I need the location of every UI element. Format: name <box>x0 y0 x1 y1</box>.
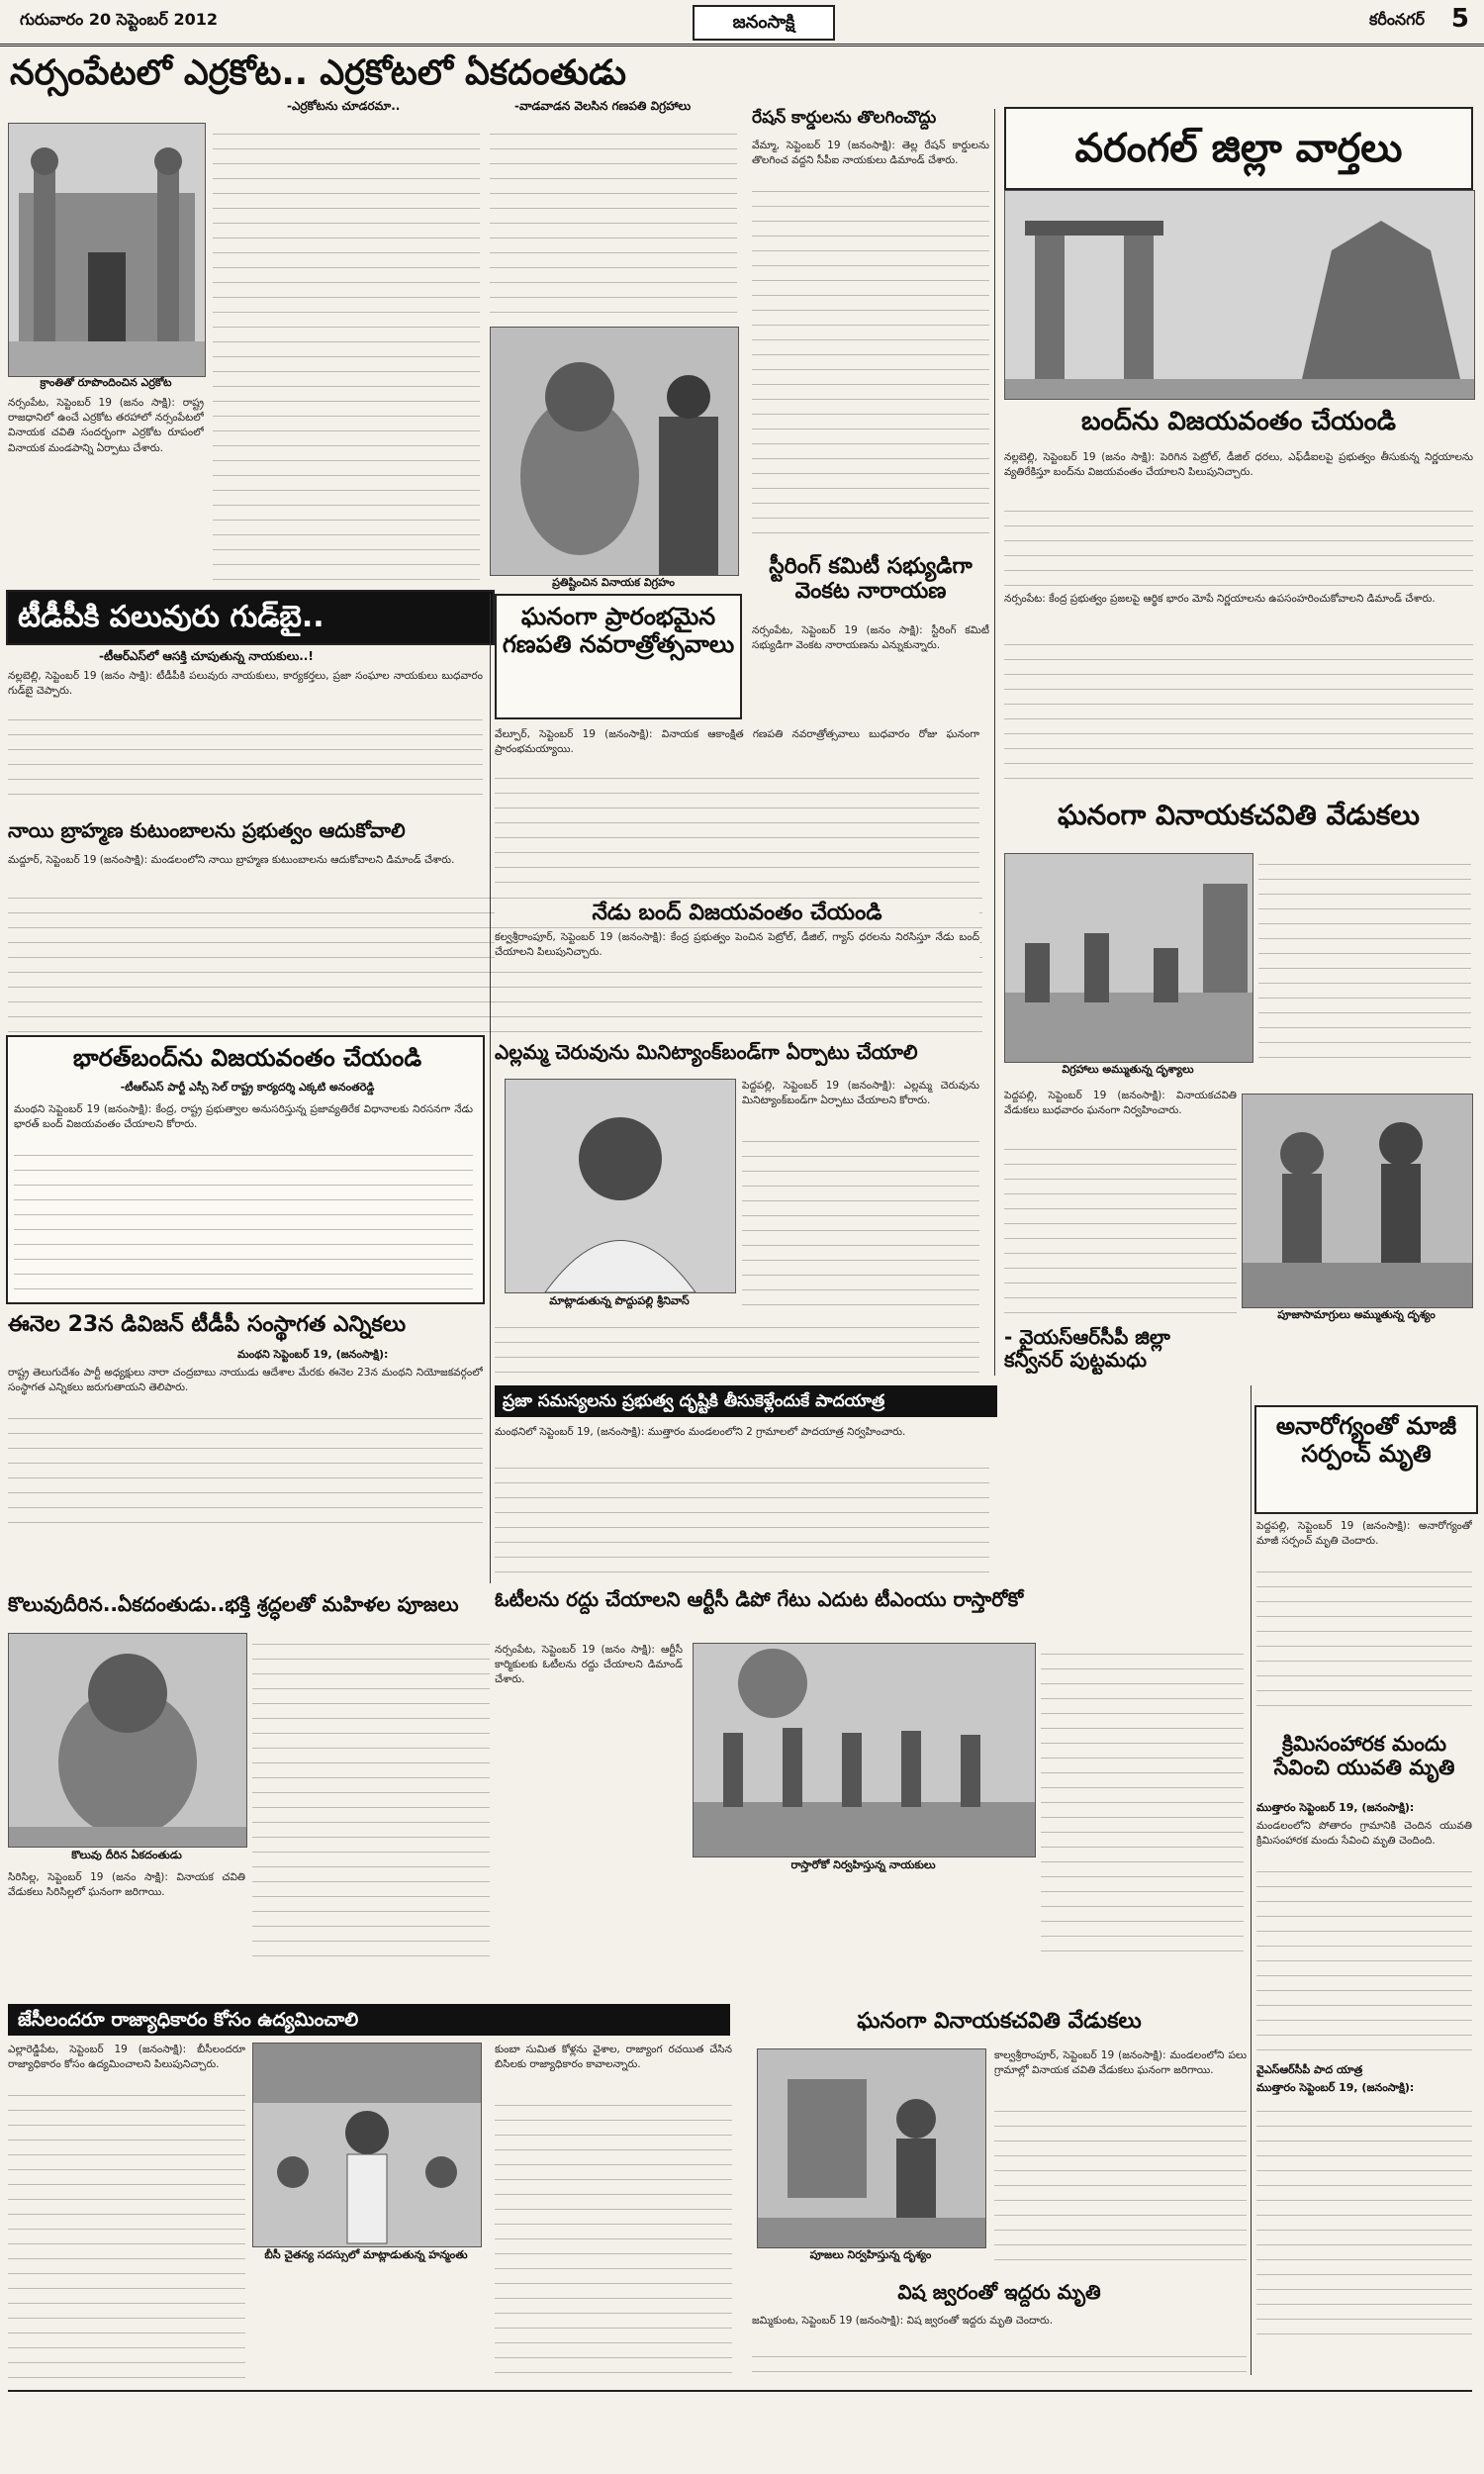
text-vinayaka-1-body2 <box>1004 1138 1237 1326</box>
text-narsampet-lead: నర్సంపేట, సెప్టెంబర్ 19 (జనం సాక్షి): రాష్ట్ర రాజధానిలో ఉంచే ఎర్రకోట తరహాలో నర్సంపేటలో వినాయక చవితి సందర్భంగా ఎర్రకోట రూపంలో వినాయక మండపాన్ని ఏర్పాటు చేశారు. <box>8 397 204 454</box>
issue-date: గురువారం 20 సెప్టెంబర్ 2012 <box>20 10 218 29</box>
column-rule <box>1251 1385 1252 2375</box>
column-rule <box>994 109 995 1376</box>
headline-jac: జేసీలందరూ రాజ్యాధికారం కోసం ఉద్యమించాలి <box>8 2004 730 2036</box>
text-ration-body <box>752 180 989 546</box>
photo-vinayaka-idol <box>490 327 739 576</box>
headline-praja: ప్రజా సమస్యలను ప్రభుత్వ దృష్టికి తీసుకెళ్లేందుకే పాదయాత్ర <box>495 1385 997 1417</box>
text-otelu-body <box>1041 1643 1244 1959</box>
subhead-krimi-3: ముత్తారం సెప్టెంబర్ 19, (జనంసాక్షి): <box>1256 2081 1415 2094</box>
page-number: 5 <box>1450 4 1469 34</box>
text-vinayaka-1-lead: పెద్దపల్లి, సెప్టెంబర్ 19 (జనంసాక్షి): వినాయకచవితి వేడుకలు బుధవారం ఘనంగా నిర్వహించారు. <box>1004 1090 1237 1117</box>
photo-idol-sellers <box>1004 853 1253 1063</box>
photo-srinivas <box>505 1079 736 1293</box>
text-visha-lead: జమ్మికుంట, సెప్టెంబర్ 19 (జనంసాక్షి): విష జ్వరంతో ఇద్దరు మృతి చెందారు. <box>752 2315 1054 2327</box>
text-bandh-1-lead2: నర్సంపేట: కేంద్ర ప్రభుత్వం ప్రజలపై ఆర్థిక భారం మోపే నిర్ణయాలను ఉపసంహరించుకోవాలని డిమాండ్ చేశారు. <box>1004 593 1436 605</box>
text-anarogyam-lead: పెద్దపల్లి, సెప్టెంబర్ 19 (జనంసాక్షి): అనారోగ్యంతో మాజీ సర్పంచ్ మృతి చెందారు. <box>1256 1520 1472 1548</box>
headline-bandh-1: బంద్‌ను విజయవంతం చేయండి <box>1080 407 1396 436</box>
text-jac-lead: ఎల్లారెడ్డిపేట, సెప్టెంబర్ 19 (జనంసాక్షి): బీసీలందరూ రాజ్యాధికారం కోసం ఉద్యమించాలని పిలుపునిచ్చారు. <box>8 2044 245 2071</box>
text-vinayaka-2-body <box>994 2100 1247 2268</box>
column-rule <box>490 594 491 1583</box>
caption-puja-scene: పూజలు నిర్వహిస్తున్న దృశ్యం <box>809 2248 932 2261</box>
caption-vinayaka-idol: ప్రతిష్టించిన వినాయక విగ్రహం <box>552 576 675 589</box>
text-bharat-body <box>14 1144 473 1292</box>
subhead-narsampet-right: -వాడవాడన వెలసిన గణపతి విగ్రహాలు <box>514 99 692 113</box>
headline-krimi: క్రిమిసంహారక మందు సేవించి యువతి మృతి <box>1273 1732 1455 1780</box>
caption-rasta-roko: రాస్తారోకో నిర్వహిస్తున్న నాయకులు <box>790 1858 936 1871</box>
text-krimi-body <box>1256 1860 1472 2058</box>
text-vinayaka-2-lead: కాల్వశ్రీరాంపూర్, సెప్టెంబర్ 19 (జనంసాక్షి): మండలంలోని పలు గ్రామాల్లో వినాయక చవితి వేడుకలు ఘనంగా జరిగాయి. <box>994 2049 1247 2077</box>
text-praja-lead: మంథనిలో సెప్టెంబర్ 19, (జనంసాక్షి): ముత్తారం మండలంలోని 2 గ్రామాలలో పాదయాత్ర నిర్వహించారు. <box>495 1426 906 1438</box>
text-pathu-body <box>495 2094 732 2381</box>
photo-warangal-fort <box>1004 190 1475 400</box>
headline-ration: రేషన్ కార్డులను తొలగించొద్దు <box>752 108 937 128</box>
text-tdp-body <box>8 709 483 808</box>
photo-bc-sadassu <box>252 2043 482 2247</box>
photo-puja-items <box>1242 1094 1473 1308</box>
text-bandh-1-body2 <box>1004 633 1473 782</box>
photo-puja-scene <box>757 2048 986 2248</box>
headline-vinayaka-2: ఘనంగా వినాయకచవితి వేడుకలు <box>857 2009 1142 2034</box>
text-jac-body <box>8 2084 245 2381</box>
subhead-tdp: -టీఆర్ఎస్‌లో ఆసక్తి చూపుతున్న నాయకులు..! <box>99 649 314 663</box>
headline-narsampet: నర్సంపేటలో ఎర్రకోట.. ఎర్రకోటలో ఏకదంతుడు <box>10 53 626 93</box>
headline-bandh-2: నేడు బంద్ విజయవంతం చేయండి <box>495 901 979 925</box>
text-ganapathi-body <box>495 767 979 886</box>
text-visha-body <box>752 2345 1247 2381</box>
photo-red-fort <box>8 123 206 377</box>
text-steering-lead: నర్సంపేట, సెప్టెంబర్ 19 (జనం సాక్షి): స్టీరింగ్ కమిటీ సభ్యుడిగా వెంకట నారాయణను ఎన్నుకున్నారు. <box>752 624 989 652</box>
caption-bc-sadassu: బీసీ చైతన్య సదస్సులో మాట్లాడుతున్న హన్మంతు <box>264 2248 468 2261</box>
headline-division: ఈనెల 23న డివిజన్ టీడీపీ సంస్థాగత ఎన్నికలు <box>8 1312 407 1337</box>
subhead-narsampet-left: -ఎర్రకోటను చూడరమా.. <box>287 99 401 113</box>
headline-tdp: టీడీపీకి పలువురు గుడ్‌బై.. <box>6 590 495 645</box>
text-kolu-lead: సిరిసిల్ల, సెప్టెంబర్ 19 (జనం సాక్షి): వినాయక చవితి వేడుకలు సిరిసిల్లలో ఘనంగా జరిగాయి. <box>8 1871 245 1899</box>
text-otelu-lead: నర్సంపేట, సెప్టెంబర్ 19 (జనం సాక్షి): ఆర్టీసీ కార్మికులకు ఓటీలను రద్దు చేయాలని డిమాండ్ చేశారు. <box>495 1644 683 1686</box>
text-krimi-lead: మండలంలోని పోతారం గ్రామానికి చెందిన యువతి క్రిమిసంహారక మందు సేవించి మృతి చెందింది. <box>1256 1820 1472 1848</box>
text-bandh-1-body <box>1004 500 1473 589</box>
text-krimi-body2 <box>1256 2100 1472 2347</box>
text-ellamma-body <box>742 1130 979 1308</box>
text-division-lead: రాష్ట్ర తెలుగుదేశం పార్టీ అధ్యక్షులు నారా చంద్రబాబు నాయుడు ఆదేశాల మేరకు ఈనెల 23న మంథని నియోజకవర్గంలో సంస్థాగత ఎన్నికలు జరుగుతాయని తెలిపారు. <box>8 1367 483 1394</box>
subhead-krimi-2: వైఎస్ఆర్‌సీపీ పాద యాత్ర <box>1256 2063 1363 2076</box>
text-praja-body <box>495 1457 989 1575</box>
text-bandh-1-lead: నల్లబెల్లి, సెప్టెంబర్ 19 (జనం సాక్షి): పెరిగిన పెట్రోల్, డీజిల్ ధరలు, ఎఫ్‌డీఐలపై ప్రభుత్వం తీసుకున్న నిర్ణయాలను వ్యతిరేకిస్తూ బంద్‌ను విజయవంతం చేయాలని పిలుపునిచ్చారు. <box>1004 451 1473 479</box>
masthead-logo: జనంసాక్షి <box>693 5 835 41</box>
text-kolu-body <box>252 1633 490 1959</box>
headline-kolu: కొలువుదీరిన..ఏకదంతుడు..భక్తి శ్రద్ధలతో మహిళల పూజలు <box>8 1592 459 1616</box>
edition-region: కరీంనగర్ <box>1368 10 1425 29</box>
caption-srinivas: మాట్లాడుతున్న పొద్దుపల్లి శ్రీనివాస్ <box>549 1294 690 1307</box>
headline-otelu: ఓటీలను రద్దు చేయాలని ఆర్టీసీ డిపో గేటు ఎదుట టీఎంయు రాస్తారోకో <box>495 1587 1024 1611</box>
text-bandh-2-lead: కల్వశ్రీరాంపూర్, సెప్టెంబర్ 19 (జనంసాక్షి): కేంద్ర ప్రభుత్వం పెంచిన పెట్రోల్, డీజిల్, గ్యాస్ ధరలను నిరసిస్తూ నేడు బంద్ చేయాలని పిలుపునిచ్చారు. <box>495 930 979 970</box>
text-vinayaka-1-body <box>1258 853 1471 1061</box>
headline-steering: స్టీరింగ్ కమిటీ సభ్యుడిగా వెంకట నారాయణ <box>769 554 973 605</box>
text-ellamma-lead: పెద్దపల్లి, సెప్టెంబర్ 19 (జనంసాక్షి): ఎల్లమ్మ చెరువును మినిట్యాంక్‌బండ్‌గా ఏర్పాటు చేయాలని కోరారు. <box>742 1080 979 1107</box>
headline-bharat: భారత్‌బంద్‌ను విజయవంతం చేయండి <box>72 1044 422 1072</box>
caption-puja-items: పూజాసామాగ్రులు అమ్ముతున్న దృశ్యం <box>1277 1308 1436 1321</box>
text-narsampet-body <box>213 123 480 608</box>
text-ganapathi-lead: వేల్పూర్, సెప్టెంబర్ 19 (జనంసాక్షి): వినాయక ఆకాంక్షిత గణపతి నవరాత్రోత్సవాలు బుధవారం రోజు ఘనంగా ప్రారంభమయ్యాయి. <box>495 728 979 756</box>
caption-red-fort: క్రాంతితో రూపొందించిన ఎర్రకోట <box>40 376 172 389</box>
headline-ganapathi: ఘనంగా ప్రారంభమైన గణపతి నవరాత్రోత్సవాలు <box>495 594 742 719</box>
photo-ekadantha <box>8 1633 247 1848</box>
subhead-bharat: -టీఆర్ఎస్ పార్టీ ఎస్సీ సెల్ రాష్ట్ర కార్యదర్శి ఎక్కటి అనంతరెడ్డి <box>120 1081 375 1094</box>
subhead-division: మంథని సెప్టెంబర్ 19, (జనంసాక్షి): <box>237 1348 389 1361</box>
headline-visha: విష జ్వరంతో ఇద్దరు మృతి <box>897 2280 1101 2304</box>
banner-warangal: వరంగల్ జిల్లా వార్తలు <box>1004 107 1473 190</box>
text-ellamma-body2 <box>495 1316 979 1376</box>
headline-vinayaka-1: ఘనంగా వినాయకచవితి వేడుకలు <box>1058 799 1420 831</box>
text-ration-lead: వేమ్మా, సెప్టెంబర్ 19 (జనంసాక్షి): తెల్ల రేషన్ కార్డులను తొలగించ వద్దని సీపీఐ నాయకులు డిమాండ్ చేశారు. <box>752 140 989 167</box>
caption-idol-sellers: విగ్రహాలు అమ్ముతున్న దృశ్యాలు <box>1062 1063 1194 1076</box>
text-anarogyam-body <box>1256 1561 1472 1719</box>
photo-rasta-roko <box>693 1643 1036 1857</box>
subhead-padma: -పద్మ హన్మంతు <box>564 2009 654 2027</box>
text-division-body <box>8 1407 483 1536</box>
text-pathu-lead: కుంబా సుమిత కోళ్లను వైశాల, రాజ్యాంగ రచయిత చేసిన బిసిలకు రాజ్యాధికారం కావాలన్నారు. <box>495 2044 732 2071</box>
headline-nayi: నాయి బ్రాహ్మణ కుటుంబాలను ప్రభుత్వం ఆదుకోవాలి <box>8 818 406 842</box>
section-rule <box>8 2390 1472 2392</box>
text-tdp-lead: నల్లబెల్లి, సెప్టెంబర్ 19 (జనం సాక్షి): టీడీపీకి పలువురు నాయకులు, కార్యకర్తలు, ప్రజా సంఘాల నాయకులు బుధవారం గుడ్‌బై చెప్పారు. <box>8 670 483 698</box>
headline-ellamma: ఎల్లమ్మ చెరువును మినిట్యాంక్‌బండ్‌గా ఏర్పాటు చేయాలి <box>495 1040 918 1064</box>
caption-ekadantha: కొలువు దీరిన ఏకదంతుడు <box>71 1849 182 1861</box>
headline-ysrcp: - వైయస్ఆర్‌సీపీ జిల్లా కన్వీనర్ పుట్టమధు <box>1004 1325 1170 1372</box>
text-narsampet-body2 <box>490 123 737 321</box>
headline-anarogyam: అనారోగ్యంతో మాజీ సర్పంచ్ మృతి <box>1254 1405 1478 1514</box>
text-nayi-lead: మద్దూర్, సెప్టెంబర్ 19 (జనంసాక్షి): మండలంలోని నాయి బ్రాహ్మణ కుటుంబాలను ఆదుకోవాలని డిమాండ్ చేశారు. <box>8 854 455 866</box>
subhead-krimi: ముత్తారం సెప్టెంబర్ 19, (జనంసాక్షి): <box>1256 1801 1415 1814</box>
text-bharat-lead: మంథని సెప్టెంబర్ 19 (జనంసాక్షి): కేంద్ర, రాష్ట్ర ప్రభుత్వాల అనుసరిస్తున్న ప్రజావ్యతిరేక విధానాలకు నిరసనగా నేడు భారత్ బంద్ విజయవంతం చేయాలని కోరారు. <box>14 1103 473 1131</box>
